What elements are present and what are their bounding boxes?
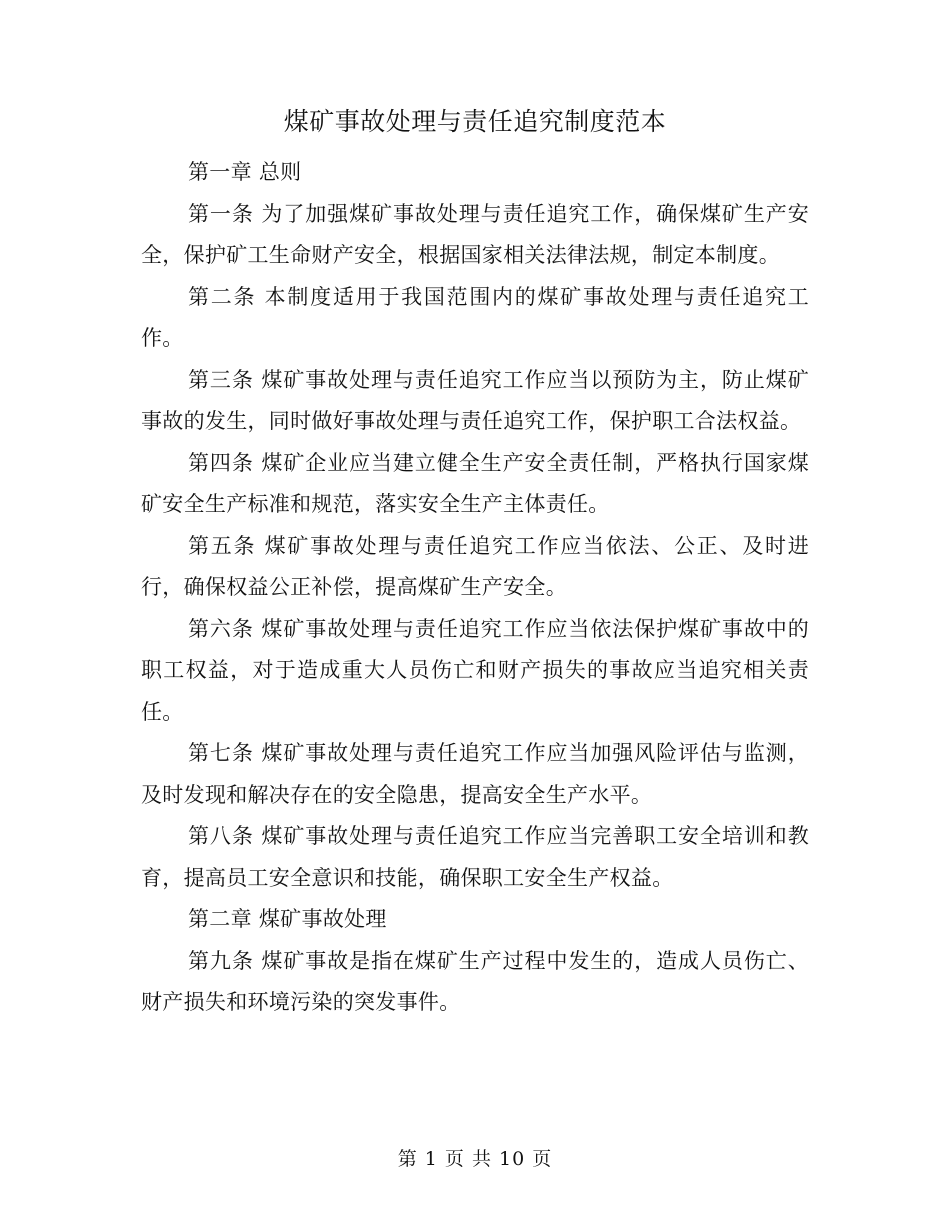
article-paragraph: 第一条 为了加强煤矿事故处理与责任追究工作，确保煤矿生产安全，保护矿工生命财产安全，根据国家相关法律法规，制定本制度。 <box>141 201 809 267</box>
article-paragraph: 第二条 本制度适用于我国范围内的煤矿事故处理与责任追究工作。 <box>141 284 809 350</box>
chapter-heading: 第一章 总则 <box>188 160 302 184</box>
chapter-heading: 第二章 煤矿事故处理 <box>188 907 387 931</box>
article-paragraph: 第七条 煤矿事故处理与责任追究工作应当加强风险评估与监测，及时发现和解决存在的安全隐患，提高安全生产水平。 <box>141 741 809 807</box>
article-paragraph: 第八条 煤矿事故处理与责任追究工作应当完善职工安全培训和教育，提高员工安全意识和技能，确保职工安全生产权益。 <box>141 824 809 890</box>
article-paragraph: 第六条 煤矿事故处理与责任追究工作应当依法保护煤矿事故中的职工权益，对于造成重大人员伤亡和财产损失的事故应当追究相关责任。 <box>141 616 809 724</box>
article-paragraph: 第五条 煤矿事故处理与责任追究工作应当依法、公正、及时进行，确保权益公正补偿，提高煤矿生产安全。 <box>141 533 809 599</box>
article-paragraph: 第九条 煤矿事故是指在煤矿生产过程中发生的，造成人员伤亡、财产损失和环境污染的突发事件。 <box>141 948 809 1014</box>
document-body <box>141 152 809 1024</box>
article-paragraph: 第三条 煤矿事故处理与责任追究工作应当以预防为主，防止煤矿事故的发生，同时做好事故处理与责任追究工作，保护职工合法权益。 <box>141 367 809 433</box>
page-number-footer: 第 1 页 共 10 页 <box>397 1148 553 1170</box>
article-paragraph: 第四条 煤矿企业应当建立健全生产安全责任制，严格执行国家煤矿安全生产标准和规范，落实安全生产主体责任。 <box>141 450 809 516</box>
document-title: 煤矿事故处理与责任追究制度范本 <box>283 107 667 136</box>
